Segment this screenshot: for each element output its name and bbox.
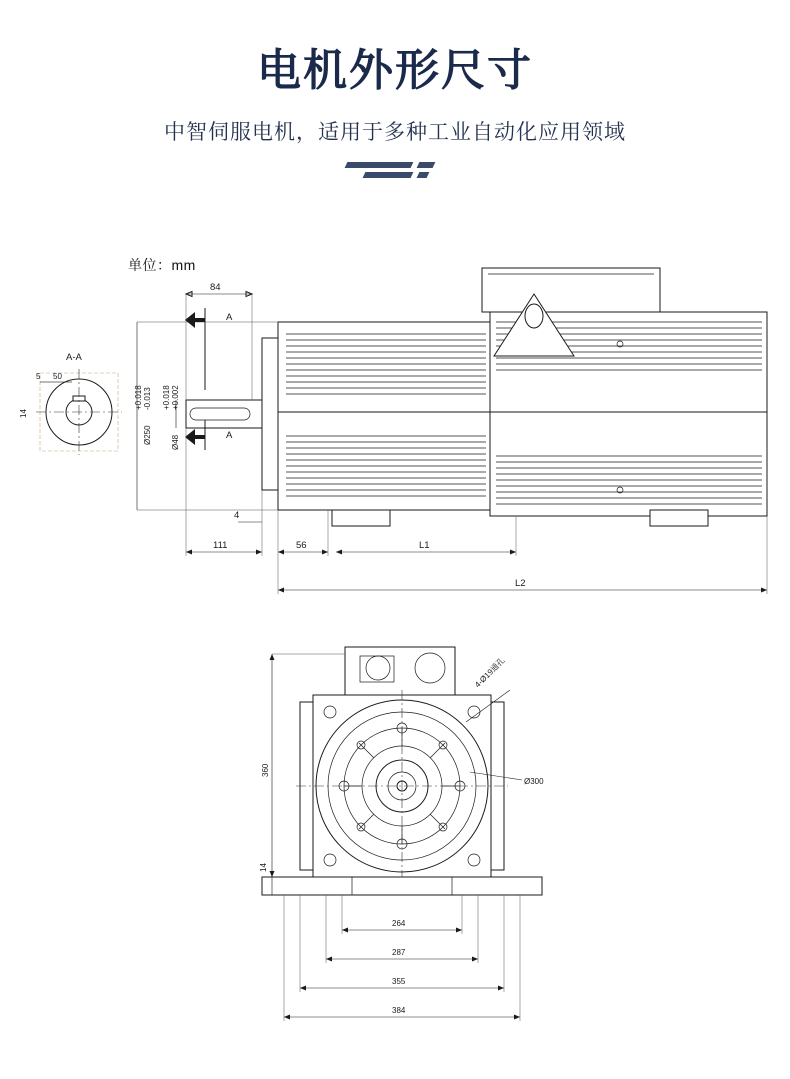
shaft-length-dim: 84 [210, 282, 221, 293]
divider-bar [417, 172, 430, 178]
dim-56: 56 [296, 540, 307, 551]
page-title: 电机外形尺寸 [257, 46, 533, 95]
technical-drawing [0, 200, 790, 1079]
pcd-label: Ø300 [524, 777, 544, 786]
shaft-dia-dim: Ø48 [171, 434, 180, 450]
unit-label: 单位：mm [128, 257, 196, 273]
motor-side-profile [186, 268, 767, 526]
motor-front-profile [262, 647, 542, 895]
front-view-drawing [0, 632, 790, 1072]
section-aa-label: A-A [66, 352, 82, 363]
shaft-tol-upper: +0.018 [162, 385, 171, 410]
flange-tol-upper: +0.018 [134, 385, 143, 410]
side-view-drawing [0, 260, 790, 680]
page-subtitle: 中智伺服电机，适用于多种工业自动化应用领域 [164, 121, 626, 144]
keyway-length-dim: 50 [53, 372, 62, 381]
dim-264: 264 [392, 919, 406, 928]
dim-287: 287 [392, 948, 406, 957]
dim-14: 14 [259, 863, 268, 872]
section-aa-detail [19, 352, 122, 455]
divider-bar [417, 162, 436, 168]
dim-384: 384 [392, 1006, 406, 1015]
step-dim: 4 [234, 510, 240, 521]
dim-l1: L1 [419, 540, 430, 551]
keyway-depth-dim: 14 [19, 409, 28, 418]
section-arrow-bottom-label: A [226, 430, 233, 441]
flange-tol-lower: -0.013 [143, 387, 152, 410]
dim-111: 111 [213, 540, 228, 551]
keyway-width-dim: 5 [36, 372, 41, 381]
dim-355: 355 [392, 977, 406, 986]
flange-dia-dim: Ø250 [143, 425, 152, 445]
bolt-hole-note-label: 4-Ø19通孔 [473, 656, 507, 690]
section-arrow-top-label: A [226, 312, 233, 323]
dim-l2: L2 [515, 578, 526, 589]
divider-bar [363, 172, 414, 178]
dim-360: 360 [261, 763, 270, 777]
page-header [0, 0, 790, 180]
shaft-tol-lower: +0.002 [171, 385, 180, 410]
divider-bar [345, 162, 414, 168]
decorative-divider [340, 162, 450, 180]
